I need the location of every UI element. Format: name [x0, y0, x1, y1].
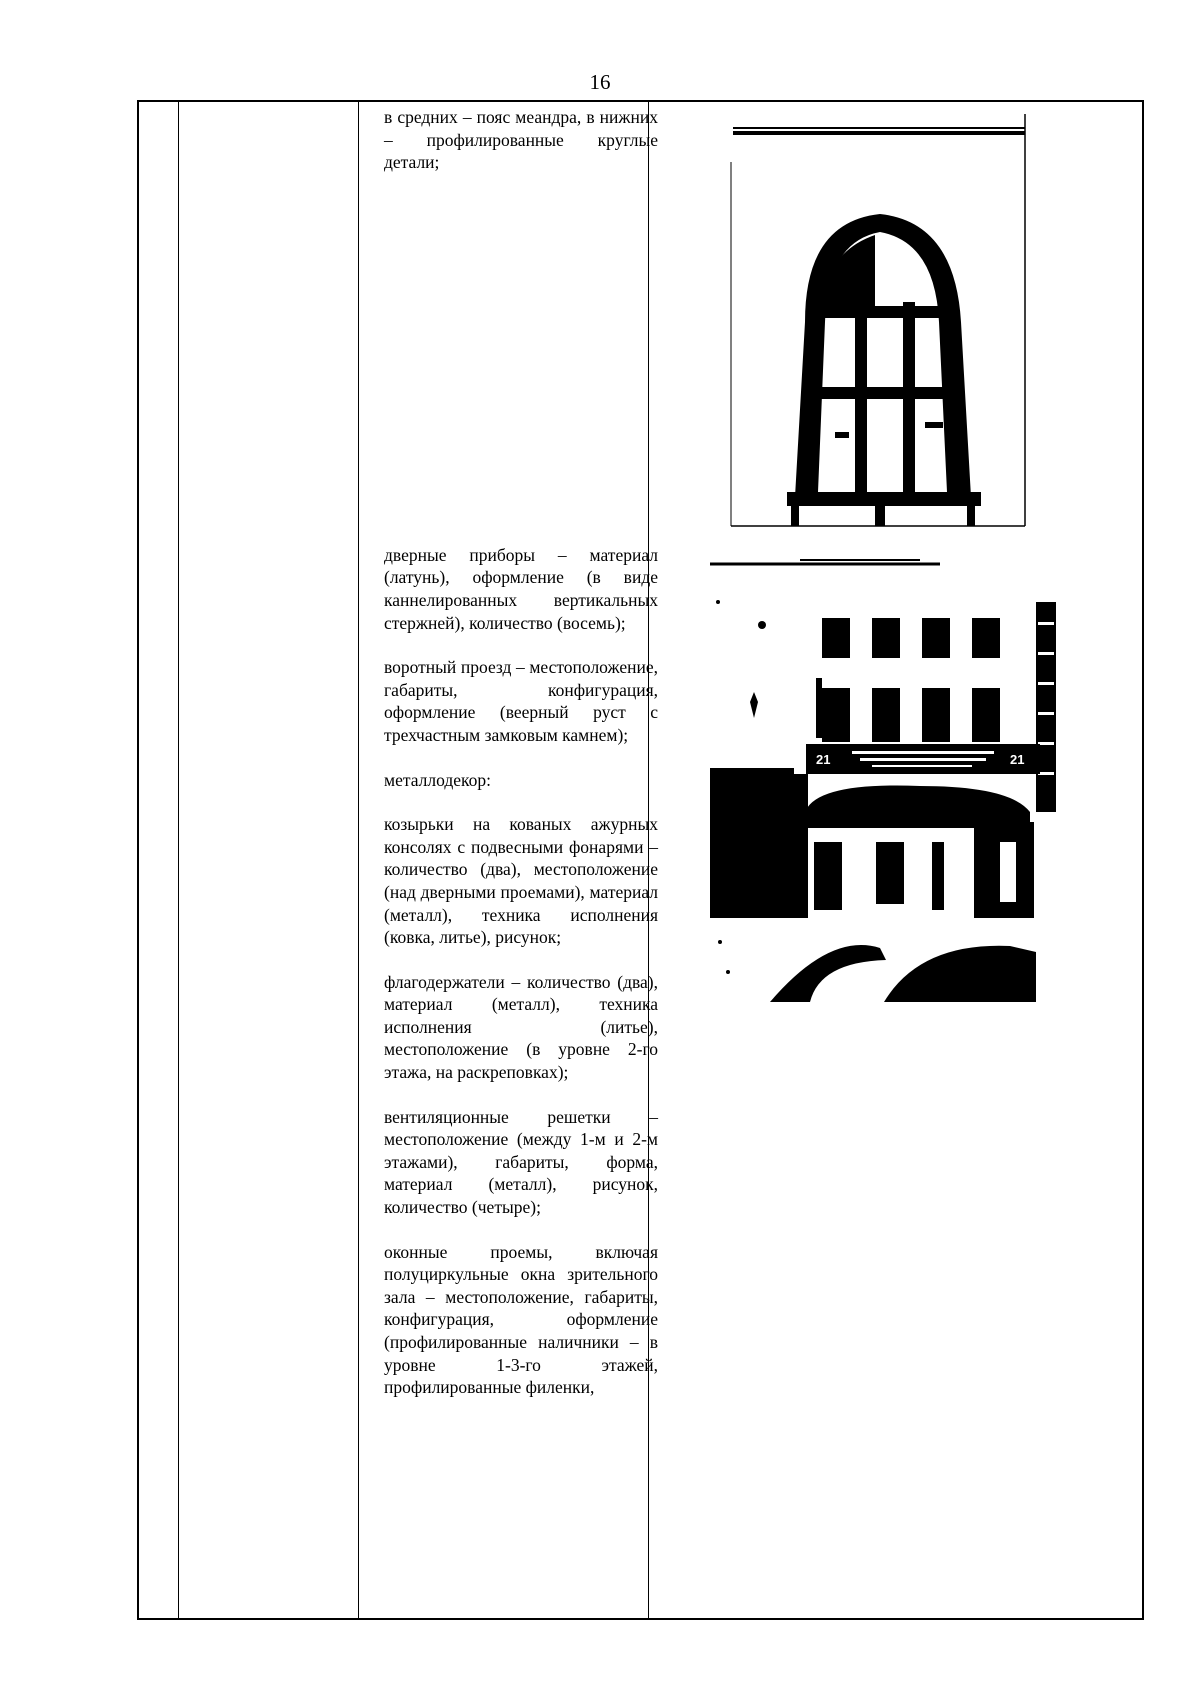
heritage-table [137, 100, 1144, 1620]
paragraph-door-hardware: дверные приборы – материал (латунь), оформление (в виде каннелированных вертикальных стержней), количество (восемь); [384, 544, 658, 633]
column-divider-2 [358, 102, 359, 1618]
facade-sign-number-right: 21 [1010, 752, 1025, 767]
paragraph-vent-grilles: вентиляционные решетки – местоположение (между 1-м и 2-м этажами), габариты, форма, материал (металл), рисунок, количество (четыре); [384, 1106, 658, 1218]
arched-window-photo-icon [725, 102, 1055, 542]
facade-sign-number-left: 21 [816, 752, 831, 767]
paragraph-canopies: козырьки на кованых ажурных консолях с подвесными фонарями – количество (два), местоположение (над дверными проемами), материал (металл), техника исполнения (ковка, литье), рисунок; [384, 814, 658, 948]
column-divider-1 [178, 102, 179, 1618]
paragraph-window-openings: оконные проемы, включая полуциркульные окна зрительного зала – местоположение, габариты, конфигурация, оформление (профилированные наличники – в уровне 1-3-го этажей, профилированные филенки, [384, 1241, 658, 1398]
paragraph-flag-holders: флагодержатели – количество (два), материал (металл), техника исполнения (литье), местоположение (в уровне 2-го этажа, на раскреповках); [384, 971, 658, 1083]
paragraph-gateway: воротный проезд – местоположение, габариты, конфигурация, оформление (веерный руст с трехчастным замковым камнем); [384, 657, 658, 745]
paragraph-metal-decor: металлодекор: [384, 769, 491, 790]
paragraph-ornament: в средних – пояс меандра, в нижних – профилированные круглые детали; [384, 107, 658, 173]
page-number: 16 [589, 70, 611, 94]
building-facade-photo-icon [710, 542, 1060, 1002]
description-column [372, 102, 658, 1399]
